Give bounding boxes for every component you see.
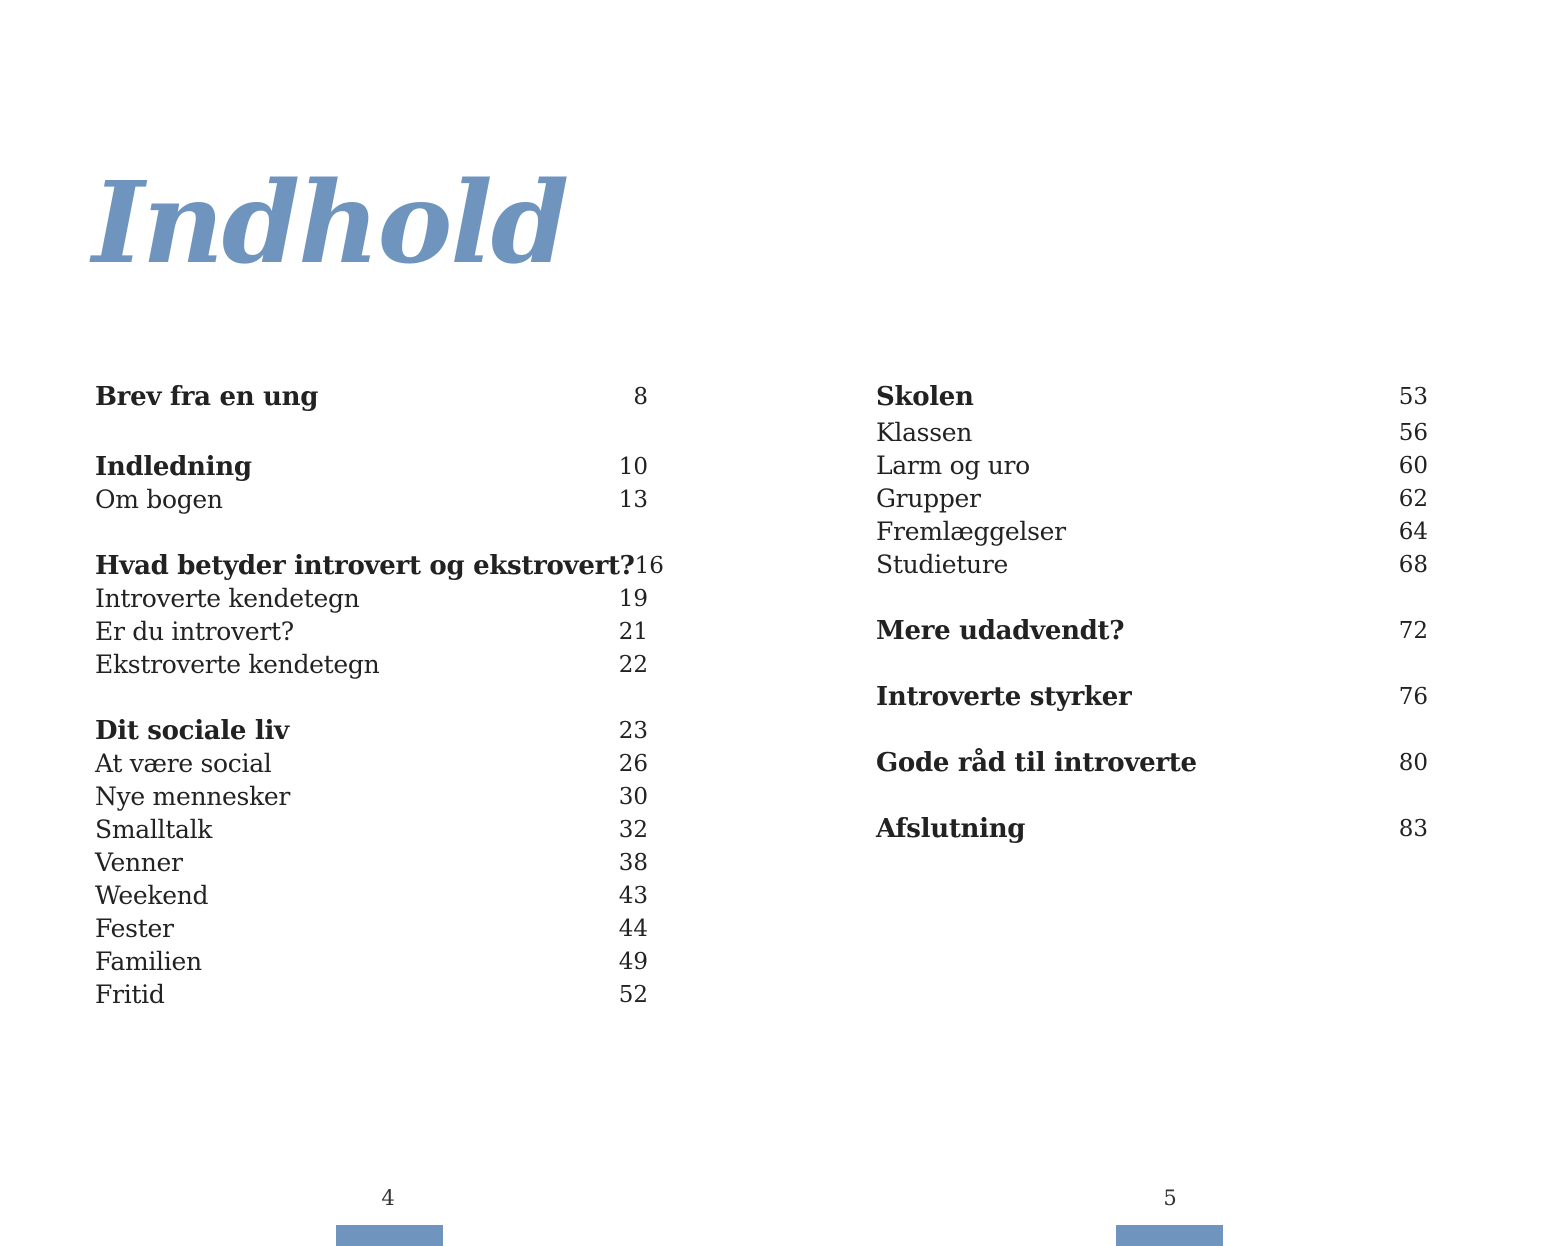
toc-entry-page: 60 — [1398, 452, 1428, 479]
toc-entry-title: Smalltalk — [95, 815, 213, 844]
toc-entry[interactable] — [876, 416, 1428, 449]
toc-entry-page: 52 — [618, 981, 648, 1008]
toc-entry[interactable] — [95, 549, 664, 582]
toc-entry-title: Brev fra en ung — [95, 381, 319, 412]
toc-entry-title: Klassen — [876, 418, 973, 447]
toc-entry-title: Hvad betyder introvert og ekstrovert? — [95, 550, 635, 581]
toc-entry-page: 22 — [618, 651, 648, 678]
toc-entry-title: Studieture — [876, 550, 1008, 579]
toc-entry-title: Familien — [95, 947, 202, 976]
toc-entry-page: 30 — [618, 783, 648, 810]
toc-entry-title: Introverte styrker — [876, 681, 1132, 712]
toc-entry-title: Indledning — [95, 451, 252, 482]
toc-entry[interactable] — [95, 450, 648, 483]
toc-entry-page: 64 — [1398, 518, 1428, 545]
toc-entry[interactable] — [95, 912, 648, 945]
toc-entry[interactable] — [95, 879, 648, 912]
toc-entry[interactable] — [95, 714, 648, 747]
toc-entry-page: 56 — [1398, 419, 1428, 446]
toc-entry-title: Larm og uro — [876, 451, 1030, 480]
toc-entry[interactable] — [876, 515, 1428, 548]
left-page-number: 4 — [381, 1186, 395, 1210]
toc-entry-title: Er du introvert? — [95, 617, 294, 646]
toc-entry-page: 13 — [618, 486, 648, 513]
left-page-tab — [336, 1225, 443, 1246]
toc-entry-page: 43 — [618, 882, 648, 909]
toc-entry-title: Dit sociale liv — [95, 715, 289, 746]
toc-entry[interactable] — [876, 449, 1428, 482]
toc-entry-page: 26 — [618, 750, 648, 777]
toc-entry-title: Mere udadvendt? — [876, 615, 1125, 646]
toc-entry[interactable] — [95, 615, 648, 648]
toc-entry[interactable] — [876, 812, 1428, 845]
toc-entry-title: Gode råd til introverte — [876, 747, 1197, 778]
toc-entry[interactable] — [95, 780, 648, 813]
toc-entry-page: 68 — [1398, 551, 1428, 578]
right-page-tab — [1116, 1225, 1223, 1246]
toc-entry[interactable] — [95, 483, 648, 516]
toc-entry-title: Afslutning — [876, 813, 1026, 844]
toc-entry-title: Ekstroverte kendetegn — [95, 650, 380, 679]
toc-entry-page: 38 — [618, 849, 648, 876]
toc-entry-page: 23 — [618, 717, 648, 744]
toc-entry-page: 76 — [1398, 683, 1428, 710]
toc-entry-page: 53 — [1398, 383, 1428, 410]
toc-entry-page: 8 — [633, 383, 648, 410]
right-page-number: 5 — [1163, 1186, 1177, 1210]
toc-entry-page: 21 — [618, 618, 648, 645]
toc-entry[interactable] — [876, 380, 1428, 413]
toc-entry[interactable] — [95, 978, 648, 1011]
toc-entry-page: 16 — [634, 552, 664, 579]
toc-entry[interactable] — [95, 582, 648, 615]
toc-entry-title: Weekend — [95, 881, 209, 910]
toc-entry[interactable] — [95, 747, 648, 780]
toc-entry[interactable] — [876, 482, 1428, 515]
toc-entry-title: Om bogen — [95, 485, 223, 514]
toc-entry-page: 49 — [618, 948, 648, 975]
toc-entry[interactable] — [95, 648, 648, 681]
toc-entry[interactable] — [95, 380, 648, 413]
toc-entry-page: 44 — [618, 915, 648, 942]
toc-entry-title: Fremlæggelser — [876, 517, 1066, 546]
toc-entry-page: 83 — [1398, 815, 1428, 842]
toc-entry-page: 19 — [618, 585, 648, 612]
toc-entry[interactable] — [95, 813, 648, 846]
toc-entry-title: Fritid — [95, 980, 165, 1009]
toc-entry-title: Nye mennesker — [95, 782, 291, 811]
toc-entry-page: 32 — [618, 816, 648, 843]
toc-entry[interactable] — [876, 680, 1428, 713]
toc-entry-page: 80 — [1398, 749, 1428, 776]
toc-entry-title: Grupper — [876, 484, 981, 513]
page-title: Indhold — [92, 158, 568, 289]
toc-entry[interactable] — [876, 746, 1428, 779]
toc-entry[interactable] — [95, 846, 648, 879]
toc-entry-title: Venner — [95, 848, 183, 877]
toc-entry-title: At være social — [95, 749, 272, 778]
toc-entry[interactable] — [876, 614, 1428, 647]
toc-entry-page: 10 — [618, 453, 648, 480]
toc-entry[interactable] — [876, 548, 1428, 581]
toc-entry-title: Introverte kendetegn — [95, 584, 360, 613]
toc-entry-title: Fester — [95, 914, 174, 943]
toc-entry[interactable] — [95, 945, 648, 978]
toc-entry-page: 62 — [1398, 485, 1428, 512]
toc-entry-title: Skolen — [876, 381, 974, 412]
toc-entry-page: 72 — [1398, 617, 1428, 644]
